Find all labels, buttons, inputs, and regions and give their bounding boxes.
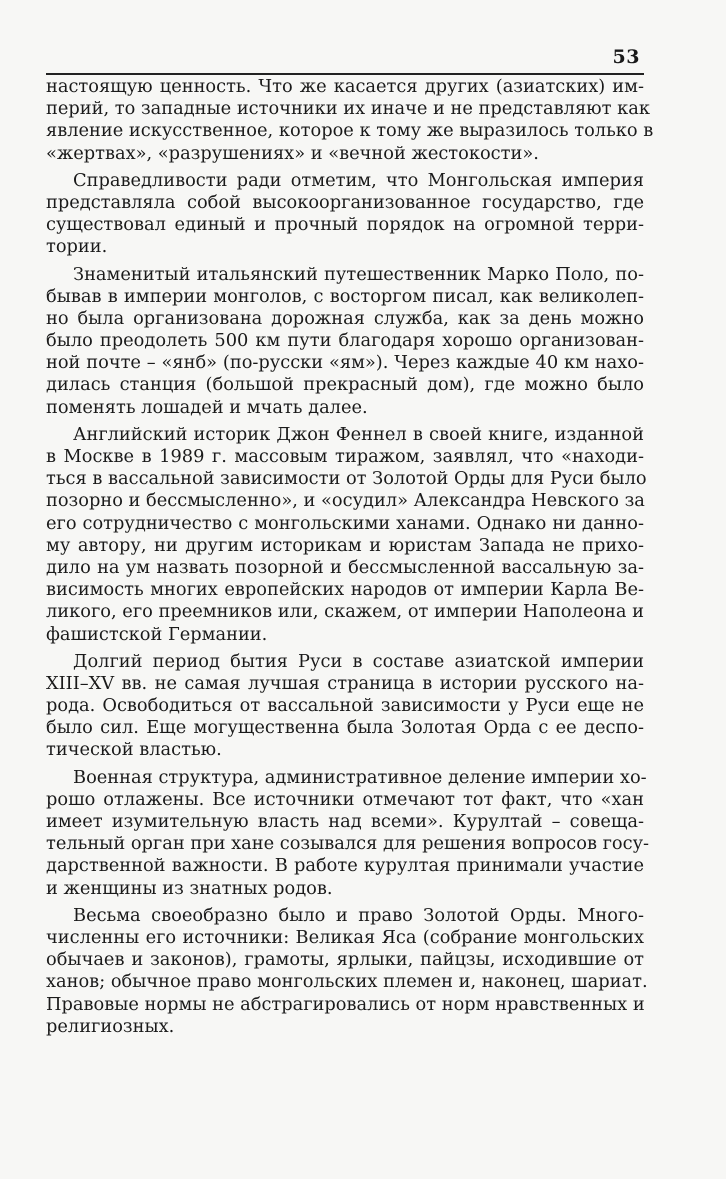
text-line: религиозных. (46, 1015, 175, 1037)
paragraph (46, 170, 644, 259)
text-line: ханов; обычное право монгольских племен и, наконец, шариат. (46, 971, 648, 993)
text-line: ликого, его преемников или, скажем, от империи Наполеона и (46, 601, 644, 623)
page-number: 53 (612, 46, 640, 68)
text-line: рошо отлажены. Все источники отмечают тот факт, что «хан (46, 788, 644, 810)
header-rule (46, 73, 644, 75)
paragraph (46, 76, 654, 165)
text-line: Весьма своеобразно было и право Золотой Орды. Много- (73, 904, 644, 926)
text-line: бывав в империи монголов, с восторгом писал, как великолеп- (46, 285, 644, 307)
text-line: представляла собой высокоорганизованное государство, где (46, 191, 644, 213)
body-text (46, 76, 654, 1038)
text-line: явление искусственное, которое к тому же выразилось только в (46, 120, 654, 142)
text-line: Знаменитый итальянский путешественник Марко Поло, по- (73, 263, 644, 285)
text-line: дарственной важности. В работе курултая принимали участие (46, 855, 644, 877)
text-line: настоящую ценность. Что же касается других (азиатских) им- (46, 76, 644, 97)
text-line: тической властью. (46, 739, 222, 761)
text-line: тории. (46, 236, 108, 258)
text-line: му автору, ни другим историкам и юристам Запада не прихо- (46, 534, 644, 556)
paragraph (46, 651, 644, 762)
text-line: численны его источники: Великая Яса (собрание монгольских (46, 926, 644, 948)
text-line: Долгий период бытия Руси в составе азиатской империи (73, 650, 644, 672)
text-line: и женщины из знатных родов. (46, 877, 333, 899)
text-line: висимость многих европейских народов от империи Карла Ве- (46, 579, 644, 601)
text-line: было сил. Еще могущественна была Золотая Орда с ее деспо- (46, 717, 644, 739)
text-line: перий, то западные источники их иначе и не представляют как (46, 98, 650, 120)
text-line: фашистской Германии. (46, 623, 268, 645)
text-line: Правовые нормы не абстрагировались от норм нравственных и (46, 993, 645, 1015)
text-line: ной почте – «янб» (по-русски «ям»). Через каждые 40 км нахо- (46, 352, 644, 374)
text-line: обычаев и законов), грамоты, ярлыки, пайцзы, исходившие от (46, 949, 644, 971)
paragraph (46, 423, 647, 646)
paragraph (46, 766, 650, 900)
text-line: в Москве в 1989 г. массовым тиражом, заявлял, что «находи- (46, 446, 644, 467)
text-line: поменять лошадей и мчать далее. (46, 396, 368, 418)
text-line: существовал единый и прочный порядок на огромной терри- (46, 214, 644, 236)
text-line: было преодолеть 500 км пути благодаря хорошо организован- (46, 330, 644, 352)
text-line: Справедливости ради отметим, что Монгольская империя (73, 169, 644, 191)
text-line: Военная структура, административное деление империи хо- (73, 766, 647, 788)
text-line: дилась станция (большой прекрасный дом), где можно было (46, 374, 644, 396)
text-line: дило на ум назвать позорной и бессмысленной вассальную за- (46, 556, 644, 578)
paragraph (46, 264, 644, 419)
text-line: тельный орган при хане созывался для решения вопросов госу- (46, 833, 650, 855)
text-line: имеет изумительную власть над всеми». Курултай – совеща- (46, 811, 644, 832)
text-line: его сотрудничество с монгольскими ханами. Однако ни данно- (46, 512, 644, 534)
text-line: ться в вассальной зависимости от Золотой Орды для Руси было (46, 468, 647, 490)
text-line: рода. Освободиться от вассальной зависимости у Руси еще не (46, 695, 644, 717)
text-line: «жертвах», «разрушениях» и «вечной жестокости». (46, 142, 539, 164)
text-line: но была организована дорожная служба, как за день можно (46, 307, 644, 329)
text-line: Английский историк Джон Феннел в своей книге, изданной (73, 423, 644, 445)
text-line: позорно и бессмысленно», и «осудил» Александра Невского за (46, 490, 645, 512)
text-line: XIII–XV вв. не самая лучшая страница в истории русского на- (46, 672, 644, 694)
paragraph (46, 904, 648, 1038)
